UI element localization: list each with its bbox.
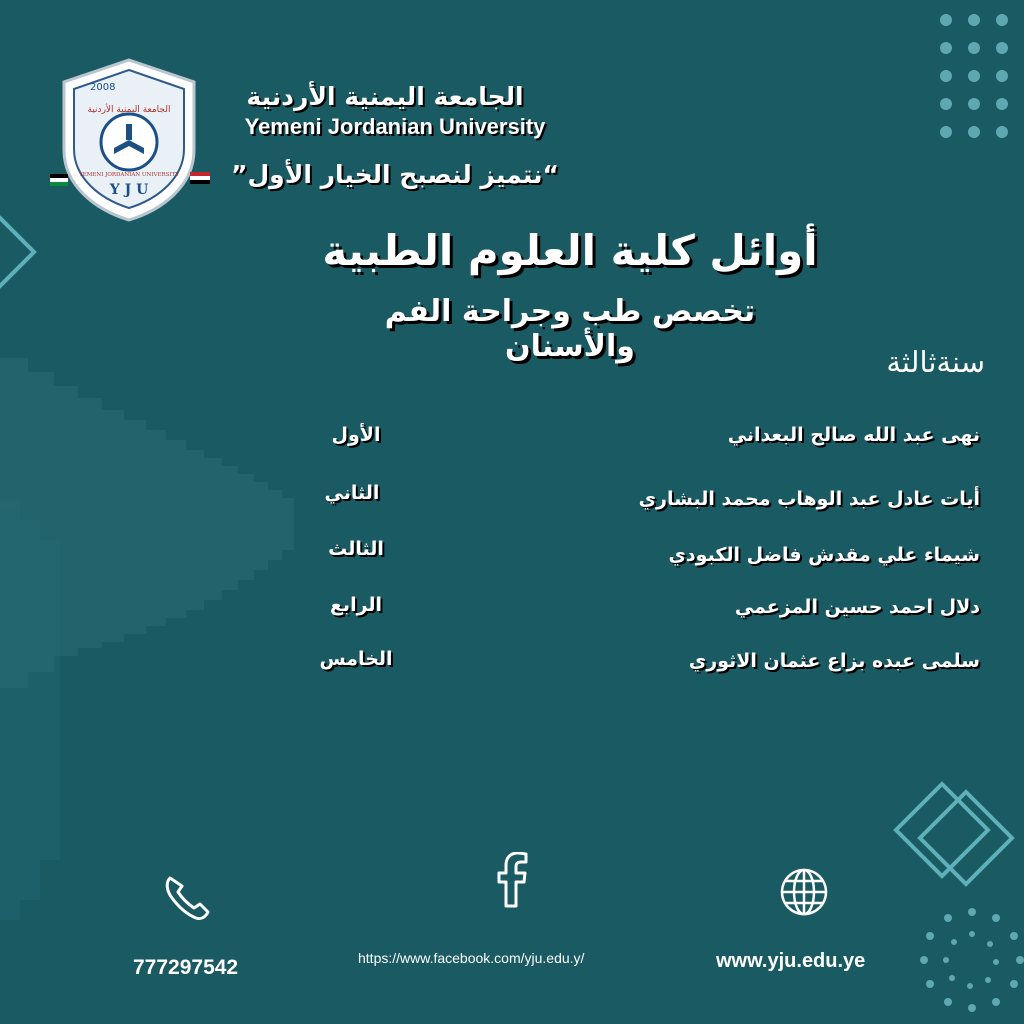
- student-name: سلمى عبده بزاع عثمان الاثوري: [688, 650, 980, 672]
- page-title: أوائل كلية العلوم الطبية: [322, 226, 818, 275]
- university-logo: [44, 54, 214, 224]
- rank-label: الخامس: [319, 648, 393, 670]
- chevron-right-icon: [0, 214, 34, 290]
- student-name: دلال احمد حسين المزعمي: [734, 596, 980, 618]
- dotted-circle-decoration: [920, 908, 1024, 1012]
- university-name-en: Yemeni Jordanian University: [244, 114, 546, 139]
- rank-label: الأول: [331, 424, 381, 446]
- ranking-row: [0, 538, 1024, 578]
- academic-year-label: سنةثالثة: [886, 345, 985, 379]
- dot-grid-decoration: [940, 14, 1008, 138]
- ranking-row: [0, 424, 1024, 464]
- page-subtitle: تخصص طب وجراحة الفم والأسنان: [384, 294, 756, 364]
- logo-ring-text-ar: الجامعة اليمنية الأردنية: [87, 105, 171, 115]
- student-name: شيماء علي مقدش فاضل الكبودي: [668, 544, 980, 566]
- globe-icon[interactable]: [778, 866, 830, 918]
- diamond-decoration: [896, 784, 1012, 884]
- rank-label: الثالث: [328, 538, 384, 560]
- facebook-icon[interactable]: [494, 852, 530, 908]
- logo-letters: Y J U: [109, 182, 149, 198]
- logo-ring-text-en: YEMENI JORDANIAN UNIVERSITY: [79, 172, 179, 178]
- rank-label: الثاني: [324, 482, 380, 504]
- logo-year: 2008: [90, 82, 116, 93]
- slogan: “نتميز لنصبح الخيار الأول”: [231, 160, 559, 189]
- phone-number[interactable]: 777297542: [133, 956, 239, 979]
- phone-icon[interactable]: [160, 872, 216, 922]
- student-name: أيات عادل عبد الوهاب محمد البشاري: [638, 488, 980, 510]
- website-link[interactable]: www.yju.edu.ye: [716, 950, 866, 972]
- student-name: نهى عبد الله صالح البعداني: [727, 424, 980, 446]
- university-name-ar: الجامعة اليمنية الأردنية: [246, 82, 524, 111]
- facebook-link[interactable]: https://www.facebook.com/yju.edu.y/: [358, 950, 585, 966]
- ranking-row: [0, 482, 1024, 522]
- ranking-row: [0, 648, 1024, 688]
- ranking-row: [0, 594, 1024, 634]
- rank-label: الرابع: [329, 594, 383, 616]
